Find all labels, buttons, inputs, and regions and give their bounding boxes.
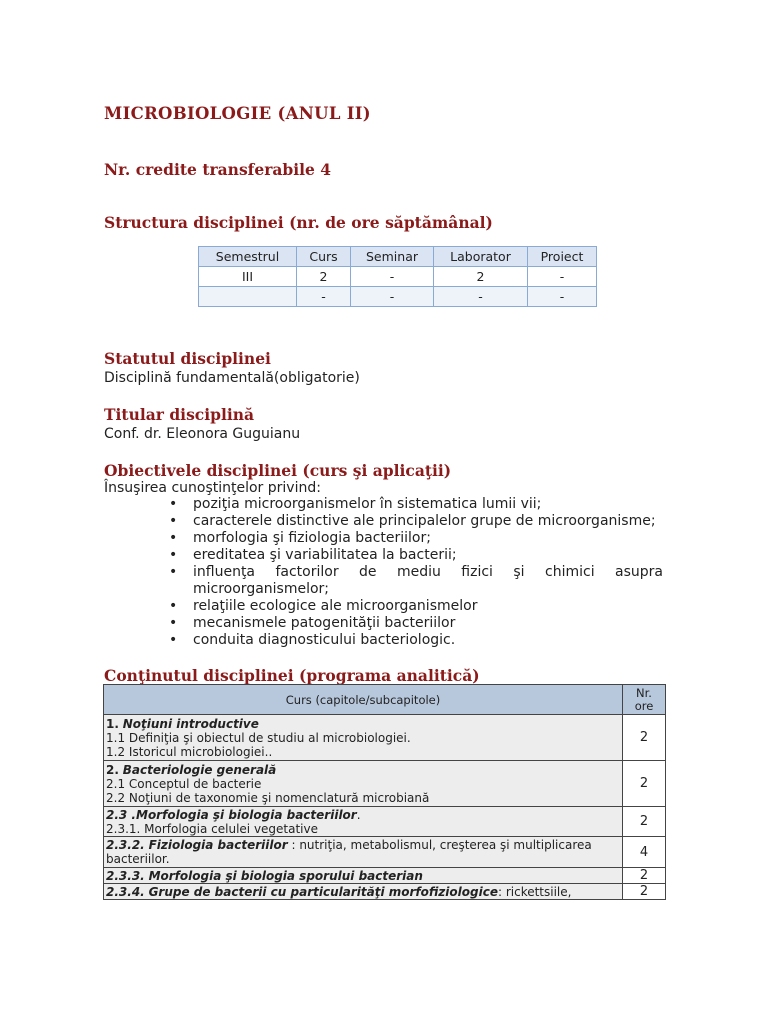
hours-cell: 4 — [623, 837, 666, 868]
structure-cell: 2 — [297, 267, 351, 287]
bullet-icon: • — [169, 598, 178, 614]
structure-header-cell: Proiect — [528, 247, 597, 267]
structure-cell: - — [297, 287, 351, 307]
bullet-icon: • — [169, 632, 178, 648]
structure-row — [199, 267, 597, 287]
table-row — [104, 837, 666, 868]
list-item: • relaţiile ecologice ale microorganismelor — [169, 598, 478, 614]
structure-cell — [199, 287, 297, 307]
content-cell: 2. Bacteriologie generală 2.1 Conceptul de bacterie 2.2 Noţiuni de taxonomie şi nomenclatură microbiană — [104, 761, 623, 807]
structure-cell: - — [351, 267, 434, 287]
structure-header-cell: Semestrul — [199, 247, 297, 267]
content-table — [103, 684, 666, 900]
list-item: • morfologia şi fiziologia bacteriilor; — [169, 530, 431, 546]
structure-cell: - — [434, 287, 528, 307]
structure-header-row — [199, 247, 597, 267]
structure-header-cell: Curs — [297, 247, 351, 267]
structure-cell: - — [528, 287, 597, 307]
structure-header-cell: Seminar — [351, 247, 434, 267]
structure-cell: III — [199, 267, 297, 287]
content-cell: 2.3 .Morfologia şi biologia bacteriilor. 2.3.1. Morfologia celulei vegetative — [104, 807, 623, 837]
structure-cell: - — [528, 267, 597, 287]
structure-cell: 2 — [434, 267, 528, 287]
structure-cell: - — [351, 287, 434, 307]
holder-value: Conf. dr. Eleonora Guguianu — [104, 426, 301, 442]
bullet-icon: • — [169, 496, 178, 512]
content-header-course: Curs (capitole/subcapitole) — [104, 685, 623, 715]
hours-cell: 2 — [623, 868, 666, 884]
objectives-intro: Însuşirea cunoştinţelor privind: — [104, 480, 321, 496]
bullet-icon: • — [169, 564, 178, 580]
list-item: • mecanismele patogenităţii bacteriilor — [169, 615, 456, 631]
table-row — [104, 761, 666, 807]
content-heading: Conţinutul disciplinei (programa analitică) — [104, 666, 480, 685]
hours-cell: 2 — [623, 807, 666, 837]
table-row — [104, 807, 666, 837]
structure-header-cell: Laborator — [434, 247, 528, 267]
content-header-hours: Nr. ore — [623, 685, 666, 715]
table-row — [104, 884, 666, 900]
page-title: MICROBIOLOGIE (ANUL II) — [104, 104, 371, 123]
hours-cell: 2 — [623, 715, 666, 761]
bullet-icon: • — [169, 547, 178, 563]
table-row — [104, 868, 666, 884]
credits-heading: Nr. credite transferabile 4 — [104, 160, 332, 179]
holder-heading: Titular disciplină — [104, 405, 255, 424]
table-row — [104, 715, 666, 761]
list-item: • poziţia microorganismelor în sistematica lumii vii; — [169, 496, 542, 512]
status-value: Disciplină fundamentală(obligatorie) — [104, 370, 360, 386]
status-heading: Statutul disciplinei — [104, 349, 271, 368]
content-cell: 2.3.3. Morfologia şi biologia sporului bacterian — [104, 868, 623, 884]
list-item: • conduita diagnosticului bacteriologic. — [169, 632, 456, 648]
content-cell: 2.3.4. Grupe de bacterii cu particularităţi morfofiziologice: rickettsiile, — [104, 884, 623, 900]
hours-cell: 2 — [623, 884, 666, 900]
bullet-icon: • — [169, 615, 178, 631]
list-item: • influenţa factorilor de mediu fizici şi chimici asupra microorganismelor; — [169, 564, 663, 597]
structure-heading: Structura disciplinei (nr. de ore săptămânal) — [104, 213, 493, 232]
bullet-icon: • — [169, 530, 178, 546]
structure-row — [199, 287, 597, 307]
hours-cell: 2 — [623, 761, 666, 807]
list-item: • caracterele distinctive ale principalelor grupe de microorganisme; — [169, 513, 656, 529]
objectives-heading: Obiectivele disciplinei (curs şi aplicaţii) — [104, 461, 452, 480]
structure-table — [198, 246, 597, 307]
bullet-icon: • — [169, 513, 178, 529]
objectives-list — [165, 496, 663, 649]
content-cell: 2.3.2. Fiziologia bacteriilor : nutriţia, metabolismul, creşterea şi multiplicarea bacteriilor. — [104, 837, 623, 868]
list-item: • ereditatea şi variabilitatea la bacterii; — [169, 547, 457, 563]
content-header-row — [104, 685, 666, 715]
content-cell: 1. Noţiuni introductive 1.1 Definiţia şi obiectul de studiu al microbiologiei. 1.2 Istoricul microbiologiei.. — [104, 715, 623, 761]
